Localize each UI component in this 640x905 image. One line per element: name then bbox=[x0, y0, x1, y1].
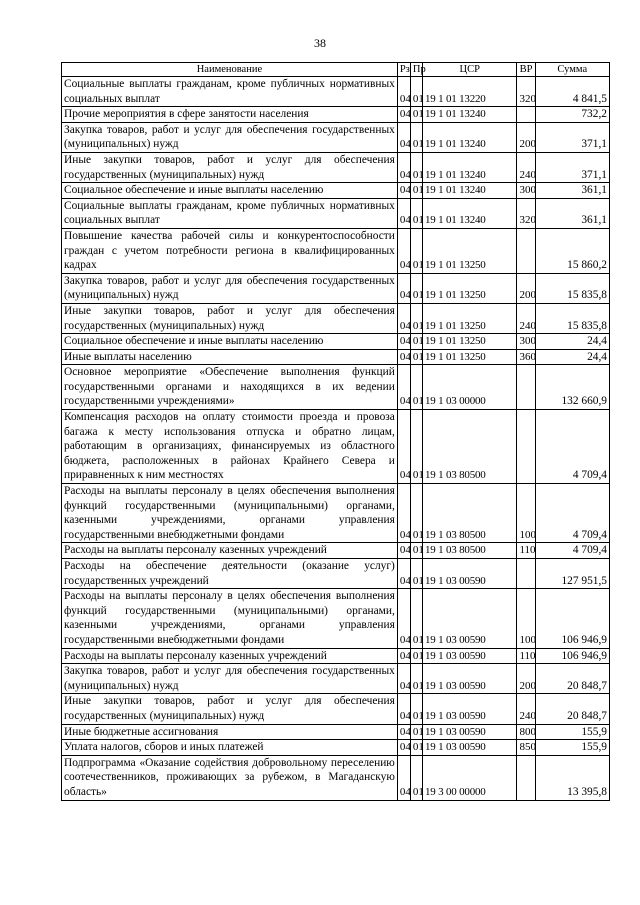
cell-pr: 01 bbox=[410, 648, 422, 664]
cell-name: Иные закупки товаров, работ и услуг для обеспечения государственных (муниципальных) нужд bbox=[62, 152, 398, 182]
cell-sum: 24,4 bbox=[535, 349, 609, 365]
cell-pr: 01 bbox=[410, 303, 422, 333]
cell-pr: 01 bbox=[410, 410, 422, 484]
cell-csr: 19 1 03 00590 bbox=[422, 740, 517, 756]
cell-pr: 01 bbox=[410, 664, 422, 694]
cell-name: Компенсация расходов на оплату стоимости проезда и провоза багажа к месту использования отпуска и обратно лицам, работающим в организациях, финансируемых из областного бюджета, расположенных в районах Крайнего Севера и приравненных к ним местностях bbox=[62, 410, 398, 484]
table-row bbox=[62, 648, 610, 664]
cell-name: Подпрограмма «Оказание содействия добровольному переселению соотечественников, проживающих за рубежом, в Магаданскую область» bbox=[62, 755, 398, 800]
table-row bbox=[62, 273, 610, 303]
cell-pr: 01 bbox=[410, 228, 422, 273]
header-rz: Рз bbox=[397, 63, 410, 77]
cell-rz: 04 bbox=[397, 273, 410, 303]
table-row bbox=[62, 77, 610, 107]
cell-csr: 19 1 01 13240 bbox=[422, 152, 517, 182]
cell-rz: 04 bbox=[397, 349, 410, 365]
cell-vr: 100 bbox=[517, 589, 535, 648]
cell-name: Закупка товаров, работ и услуг для обеспечения государственных (муниципальных) нужд bbox=[62, 122, 398, 152]
cell-rz: 04 bbox=[397, 589, 410, 648]
table-row bbox=[62, 543, 610, 559]
cell-csr: 19 1 03 00590 bbox=[422, 724, 517, 740]
cell-name: Социальные выплаты гражданам, кроме публичных нормативных социальных выплат bbox=[62, 198, 398, 228]
cell-csr: 19 1 01 13250 bbox=[422, 334, 517, 350]
table-row bbox=[62, 107, 610, 123]
cell-csr: 19 1 01 13250 bbox=[422, 228, 517, 273]
cell-name: Уплата налогов, сборов и иных платежей bbox=[62, 740, 398, 756]
cell-pr: 01 bbox=[410, 755, 422, 800]
header-sum: Сумма bbox=[535, 63, 609, 77]
cell-sum: 371,1 bbox=[535, 122, 609, 152]
cell-vr: 300 bbox=[517, 334, 535, 350]
cell-vr: 200 bbox=[517, 273, 535, 303]
table-row bbox=[62, 559, 610, 589]
cell-sum: 155,9 bbox=[535, 724, 609, 740]
cell-vr bbox=[517, 755, 535, 800]
table-row bbox=[62, 740, 610, 756]
cell-name: Расходы на выплаты персоналу казенных учреждений bbox=[62, 543, 398, 559]
cell-rz: 04 bbox=[397, 410, 410, 484]
cell-sum: 4 709,4 bbox=[535, 543, 609, 559]
cell-vr: 110 bbox=[517, 648, 535, 664]
table-row bbox=[62, 755, 610, 800]
cell-pr: 01 bbox=[410, 724, 422, 740]
table-row bbox=[62, 410, 610, 484]
cell-csr: 19 1 01 13240 bbox=[422, 107, 517, 123]
cell-pr: 01 bbox=[410, 365, 422, 410]
cell-csr: 19 1 01 13220 bbox=[422, 77, 517, 107]
cell-pr: 01 bbox=[410, 183, 422, 199]
cell-rz: 04 bbox=[397, 740, 410, 756]
table-row bbox=[62, 303, 610, 333]
cell-csr: 19 1 03 80500 bbox=[422, 543, 517, 559]
header-csr: ЦСР bbox=[422, 63, 517, 77]
cell-rz: 04 bbox=[397, 365, 410, 410]
cell-sum: 732,2 bbox=[535, 107, 609, 123]
cell-pr: 01 bbox=[410, 589, 422, 648]
table-row bbox=[62, 484, 610, 543]
cell-sum: 106 946,9 bbox=[535, 589, 609, 648]
cell-rz: 04 bbox=[397, 543, 410, 559]
cell-rz: 04 bbox=[397, 122, 410, 152]
cell-csr: 19 1 03 00590 bbox=[422, 589, 517, 648]
cell-rz: 04 bbox=[397, 77, 410, 107]
cell-name: Иные закупки товаров, работ и услуг для обеспечения государственных (муниципальных) нужд bbox=[62, 694, 398, 724]
cell-name: Расходы на выплаты персоналу в целях обеспечения выполнения функций государственными (муниципальными) органами, казенными учреждениями, органами управления государственными внебюджетными фондами bbox=[62, 484, 398, 543]
cell-name: Повышение качества рабочей силы и конкурентоспособности граждан с учетом потребности региона в квалифицированных кадрах bbox=[62, 228, 398, 273]
cell-vr bbox=[517, 107, 535, 123]
cell-rz: 04 bbox=[397, 228, 410, 273]
cell-pr: 01 bbox=[410, 77, 422, 107]
cell-name: Расходы на выплаты персоналу в целях обеспечения выполнения функций государственными (муниципальными) органами, казенными учреждениями, органами управления государственными внебюджетными фондами bbox=[62, 589, 398, 648]
cell-sum: 4 841,5 bbox=[535, 77, 609, 107]
cell-sum: 361,1 bbox=[535, 183, 609, 199]
cell-vr: 320 bbox=[517, 198, 535, 228]
cell-sum: 4 709,4 bbox=[535, 410, 609, 484]
cell-csr: 19 1 03 80500 bbox=[422, 484, 517, 543]
cell-name: Расходы на выплаты персоналу казенных учреждений bbox=[62, 648, 398, 664]
budget-table bbox=[61, 62, 610, 801]
table-row bbox=[62, 724, 610, 740]
cell-vr: 360 bbox=[517, 349, 535, 365]
table-row bbox=[62, 228, 610, 273]
cell-rz: 04 bbox=[397, 724, 410, 740]
header-pr: Пр bbox=[410, 63, 422, 77]
cell-sum: 155,9 bbox=[535, 740, 609, 756]
cell-pr: 01 bbox=[410, 198, 422, 228]
table-row bbox=[62, 334, 610, 350]
cell-vr: 240 bbox=[517, 694, 535, 724]
cell-csr: 19 1 01 13250 bbox=[422, 349, 517, 365]
cell-csr: 19 1 01 13250 bbox=[422, 303, 517, 333]
cell-csr: 19 1 03 00590 bbox=[422, 559, 517, 589]
cell-vr: 300 bbox=[517, 183, 535, 199]
cell-sum: 13 395,8 bbox=[535, 755, 609, 800]
cell-csr: 19 3 00 00000 bbox=[422, 755, 517, 800]
cell-sum: 15 860,2 bbox=[535, 228, 609, 273]
cell-name: Закупка товаров, работ и услуг для обеспечения государственных (муниципальных) нужд bbox=[62, 664, 398, 694]
cell-pr: 01 bbox=[410, 694, 422, 724]
cell-sum: 361,1 bbox=[535, 198, 609, 228]
cell-sum: 132 660,9 bbox=[535, 365, 609, 410]
cell-vr bbox=[517, 228, 535, 273]
cell-name: Социальное обеспечение и иные выплаты населению bbox=[62, 183, 398, 199]
cell-csr: 19 1 03 00000 bbox=[422, 365, 517, 410]
cell-vr: 100 bbox=[517, 484, 535, 543]
cell-csr: 19 1 01 13240 bbox=[422, 122, 517, 152]
table-row bbox=[62, 198, 610, 228]
cell-vr bbox=[517, 559, 535, 589]
cell-pr: 01 bbox=[410, 349, 422, 365]
header-vr: ВР bbox=[517, 63, 535, 77]
cell-vr: 200 bbox=[517, 122, 535, 152]
cell-name: Социальное обеспечение и иные выплаты населению bbox=[62, 334, 398, 350]
cell-sum: 127 951,5 bbox=[535, 559, 609, 589]
table-row bbox=[62, 183, 610, 199]
cell-rz: 04 bbox=[397, 755, 410, 800]
cell-csr: 19 1 03 00590 bbox=[422, 648, 517, 664]
cell-rz: 04 bbox=[397, 334, 410, 350]
cell-rz: 04 bbox=[397, 664, 410, 694]
table-row bbox=[62, 694, 610, 724]
cell-rz: 04 bbox=[397, 152, 410, 182]
cell-vr: 240 bbox=[517, 152, 535, 182]
cell-name: Закупка товаров, работ и услуг для обеспечения государственных (муниципальных) нужд bbox=[62, 273, 398, 303]
cell-pr: 01 bbox=[410, 107, 422, 123]
cell-name: Иные закупки товаров, работ и услуг для обеспечения государственных (муниципальных) нужд bbox=[62, 303, 398, 333]
cell-sum: 106 946,9 bbox=[535, 648, 609, 664]
cell-sum: 15 835,8 bbox=[535, 303, 609, 333]
table-body bbox=[62, 77, 610, 801]
cell-sum: 371,1 bbox=[535, 152, 609, 182]
cell-pr: 01 bbox=[410, 543, 422, 559]
cell-pr: 01 bbox=[410, 273, 422, 303]
table-header-row bbox=[62, 63, 610, 77]
cell-csr: 19 1 01 13240 bbox=[422, 183, 517, 199]
cell-name: Иные бюджетные ассигнования bbox=[62, 724, 398, 740]
cell-pr: 01 bbox=[410, 334, 422, 350]
table-row bbox=[62, 122, 610, 152]
cell-vr: 240 bbox=[517, 303, 535, 333]
cell-csr: 19 1 01 13240 bbox=[422, 198, 517, 228]
cell-sum: 4 709,4 bbox=[535, 484, 609, 543]
cell-name: Расходы на обеспечение деятельности (оказание услуг) государственных учреждений bbox=[62, 559, 398, 589]
table-row bbox=[62, 589, 610, 648]
cell-name: Иные выплаты населению bbox=[62, 349, 398, 365]
cell-rz: 04 bbox=[397, 484, 410, 543]
cell-sum: 24,4 bbox=[535, 334, 609, 350]
page-number: 38 bbox=[314, 36, 326, 50]
cell-pr: 01 bbox=[410, 740, 422, 756]
cell-rz: 04 bbox=[397, 107, 410, 123]
cell-sum: 20 848,7 bbox=[535, 694, 609, 724]
table-row bbox=[62, 152, 610, 182]
cell-vr: 850 bbox=[517, 740, 535, 756]
cell-csr: 19 1 03 00590 bbox=[422, 694, 517, 724]
cell-csr: 19 1 01 13250 bbox=[422, 273, 517, 303]
cell-sum: 15 835,8 bbox=[535, 273, 609, 303]
cell-vr: 320 bbox=[517, 77, 535, 107]
cell-name: Социальные выплаты гражданам, кроме публичных нормативных социальных выплат bbox=[62, 77, 398, 107]
cell-vr bbox=[517, 365, 535, 410]
cell-csr: 19 1 03 80500 bbox=[422, 410, 517, 484]
cell-vr: 200 bbox=[517, 664, 535, 694]
cell-vr: 800 bbox=[517, 724, 535, 740]
cell-rz: 04 bbox=[397, 198, 410, 228]
header-name: Наименование bbox=[62, 63, 398, 77]
cell-rz: 04 bbox=[397, 183, 410, 199]
cell-rz: 04 bbox=[397, 559, 410, 589]
cell-pr: 01 bbox=[410, 559, 422, 589]
table-row bbox=[62, 664, 610, 694]
cell-csr: 19 1 03 00590 bbox=[422, 664, 517, 694]
cell-name: Прочие мероприятия в сфере занятости населения bbox=[62, 107, 398, 123]
cell-pr: 01 bbox=[410, 152, 422, 182]
cell-rz: 04 bbox=[397, 694, 410, 724]
cell-pr: 01 bbox=[410, 122, 422, 152]
table-row bbox=[62, 349, 610, 365]
cell-sum: 20 848,7 bbox=[535, 664, 609, 694]
cell-rz: 04 bbox=[397, 303, 410, 333]
cell-rz: 04 bbox=[397, 648, 410, 664]
cell-vr bbox=[517, 410, 535, 484]
cell-pr: 01 bbox=[410, 484, 422, 543]
cell-vr: 110 bbox=[517, 543, 535, 559]
table-row bbox=[62, 365, 610, 410]
cell-name: Основное мероприятие «Обеспечение выполнения функций государственными органами и находящихся в их ведении государственными учреждениями» bbox=[62, 365, 398, 410]
